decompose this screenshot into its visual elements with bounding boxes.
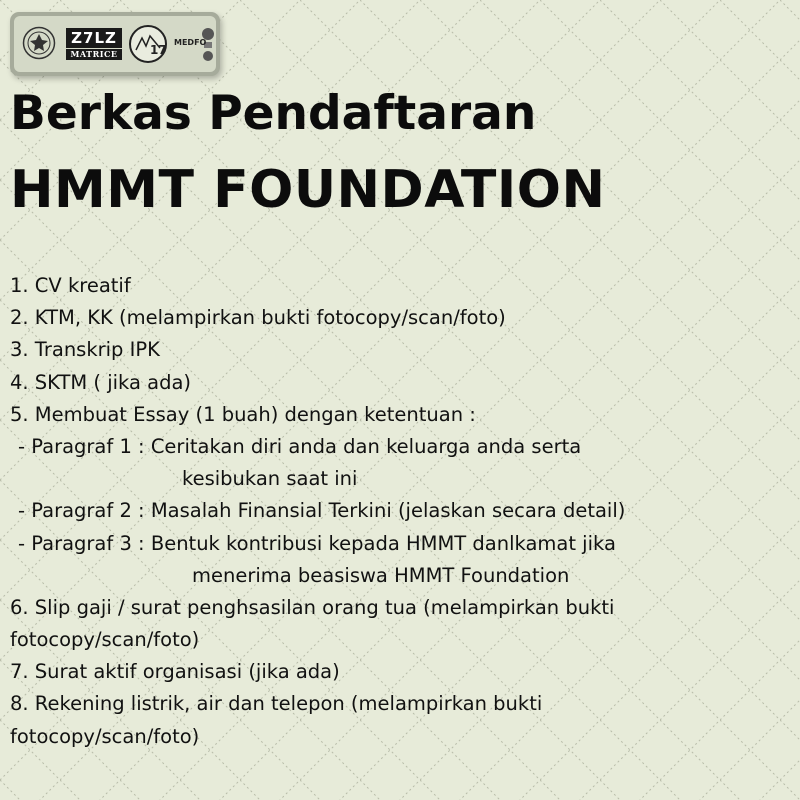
- list-subitem-continuation: kesibukan saat ini: [182, 467, 358, 491]
- list-item-continuation: fotocopy/scan/foto): [10, 628, 200, 652]
- matrice-logo: [66, 28, 122, 62]
- list-item: 3. Transkrip IPK: [10, 338, 160, 362]
- list-subitem: - Paragraf 1 : Ceritakan diri anda dan keluarga anda serta: [18, 434, 582, 458]
- list-subitem: - Paragraf 2 : Masalah Finansial Terkini (jelaskan secara detail): [18, 499, 626, 523]
- list-item: 7. Surat aktif organisasi (jika ada): [10, 660, 340, 684]
- institution-seal-icon: [22, 26, 56, 60]
- list-item: 4. SKTM ( jika ada): [10, 370, 192, 394]
- list-item: 5. Membuat Essay (1 buah) dengan ketentuan :: [10, 402, 476, 426]
- title-line-1: Berkas Pendaftaran: [10, 86, 537, 141]
- list-item: 2. KTM, KK (melampirkan bukti fotocopy/scan/foto): [10, 306, 506, 330]
- requirements-list: [10, 270, 625, 753]
- logo-bar: [10, 12, 220, 76]
- badge-17-icon: [128, 24, 168, 64]
- list-item: 8. Rekening listrik, air dan telepon (melampirkan bukti: [10, 692, 543, 716]
- list-item-continuation: fotocopy/scan/foto): [10, 724, 200, 748]
- matrice-label: MATRICE: [66, 49, 122, 60]
- medfo-label: MEDFO: [174, 38, 207, 47]
- matrice-mark: Z7LZ: [66, 28, 122, 48]
- logo-bar-inner: [14, 16, 216, 72]
- list-item: 1. CV kreatif: [10, 274, 131, 297]
- list-subitem: - Paragraf 3 : Bentuk kontribusi kepada HMMT danlkamat jika: [18, 531, 616, 555]
- list-subitem-continuation: menerima beasiswa HMMT Foundation: [192, 563, 570, 587]
- title-line-2: HMMT FOUNDATION: [10, 160, 606, 220]
- medfo-logo: [174, 26, 216, 64]
- list-item: 6. Slip gaji / surat penghsasilan orang tua (melampirkan bukti: [10, 595, 615, 619]
- badge-17-text: 17: [150, 43, 167, 57]
